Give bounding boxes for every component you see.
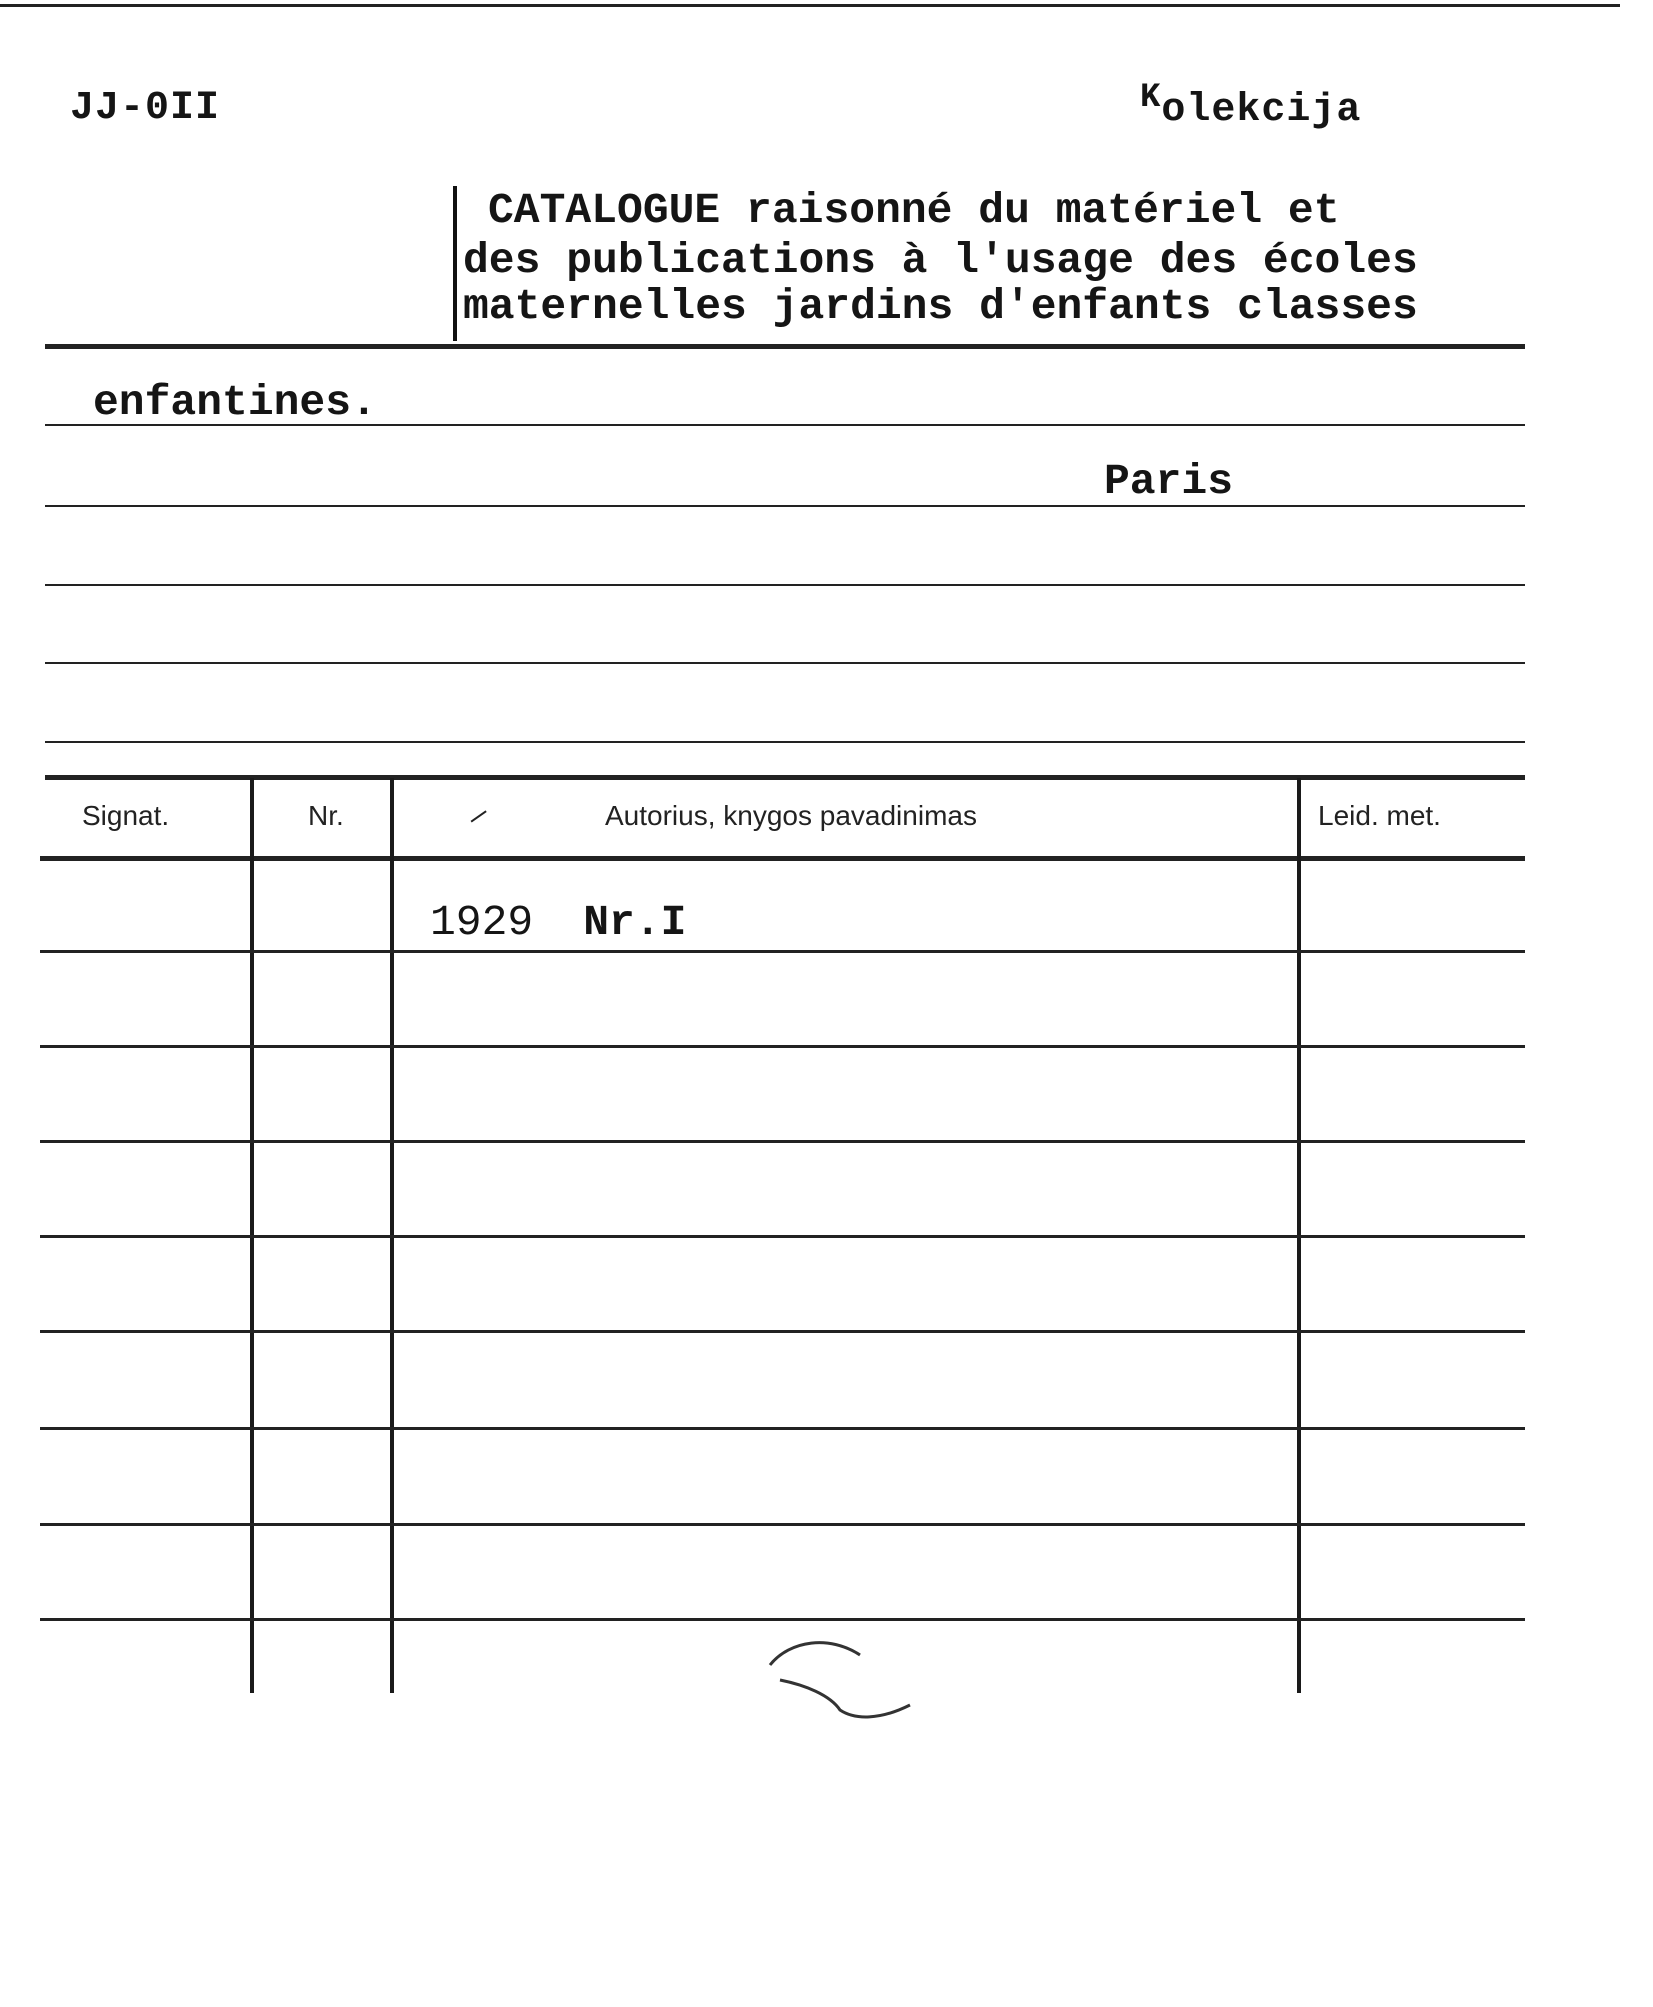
table-row-line	[40, 1235, 1525, 1238]
header-leid-met: Leid. met.	[1318, 800, 1441, 831]
collection-label	[1140, 79, 1362, 133]
header-signat: Signat.	[82, 800, 170, 831]
card-code: JJ-0II	[70, 86, 221, 131]
filing-hole-mark	[760, 1625, 920, 1735]
entry-line	[430, 898, 686, 947]
entry-year: 1929	[430, 898, 534, 947]
publication-place: Paris	[1104, 457, 1234, 506]
table-row-line	[40, 1618, 1525, 1621]
title-line-4: enfantines.	[93, 378, 377, 427]
table-row-line	[40, 1427, 1525, 1430]
ruled-line	[45, 505, 1525, 507]
ruled-line	[45, 741, 1525, 743]
card-top-edge	[0, 4, 1620, 7]
table-top-border	[45, 775, 1525, 780]
table-row-line	[40, 1330, 1525, 1333]
ruled-line	[45, 584, 1525, 586]
table-row-line	[40, 1045, 1525, 1048]
collection-initial: K	[1140, 79, 1162, 117]
table-row-line	[40, 1523, 1525, 1526]
ruled-line	[45, 662, 1525, 664]
table-row-line	[40, 1140, 1525, 1143]
title-line-2: des publications à l'usage des écoles	[463, 236, 1418, 285]
title-underline	[45, 344, 1525, 349]
header-nr: Nr.	[308, 800, 344, 831]
entry-issue: Nr.I	[583, 898, 687, 947]
header-autorius: Autorius, knygos pavadinimas	[605, 800, 977, 831]
collection-rest: olekcija	[1161, 88, 1362, 133]
title-line-3: maternelles jardins d'enfants classes	[463, 282, 1418, 331]
title-line-1: CATALOGUE raisonné du matériel et	[488, 186, 1340, 235]
title-margin-bar	[453, 186, 457, 341]
table-row-line	[40, 950, 1525, 953]
ruled-line	[45, 424, 1525, 426]
pencil-tick-mark: —	[461, 797, 497, 837]
table-header-underline	[40, 856, 1525, 861]
